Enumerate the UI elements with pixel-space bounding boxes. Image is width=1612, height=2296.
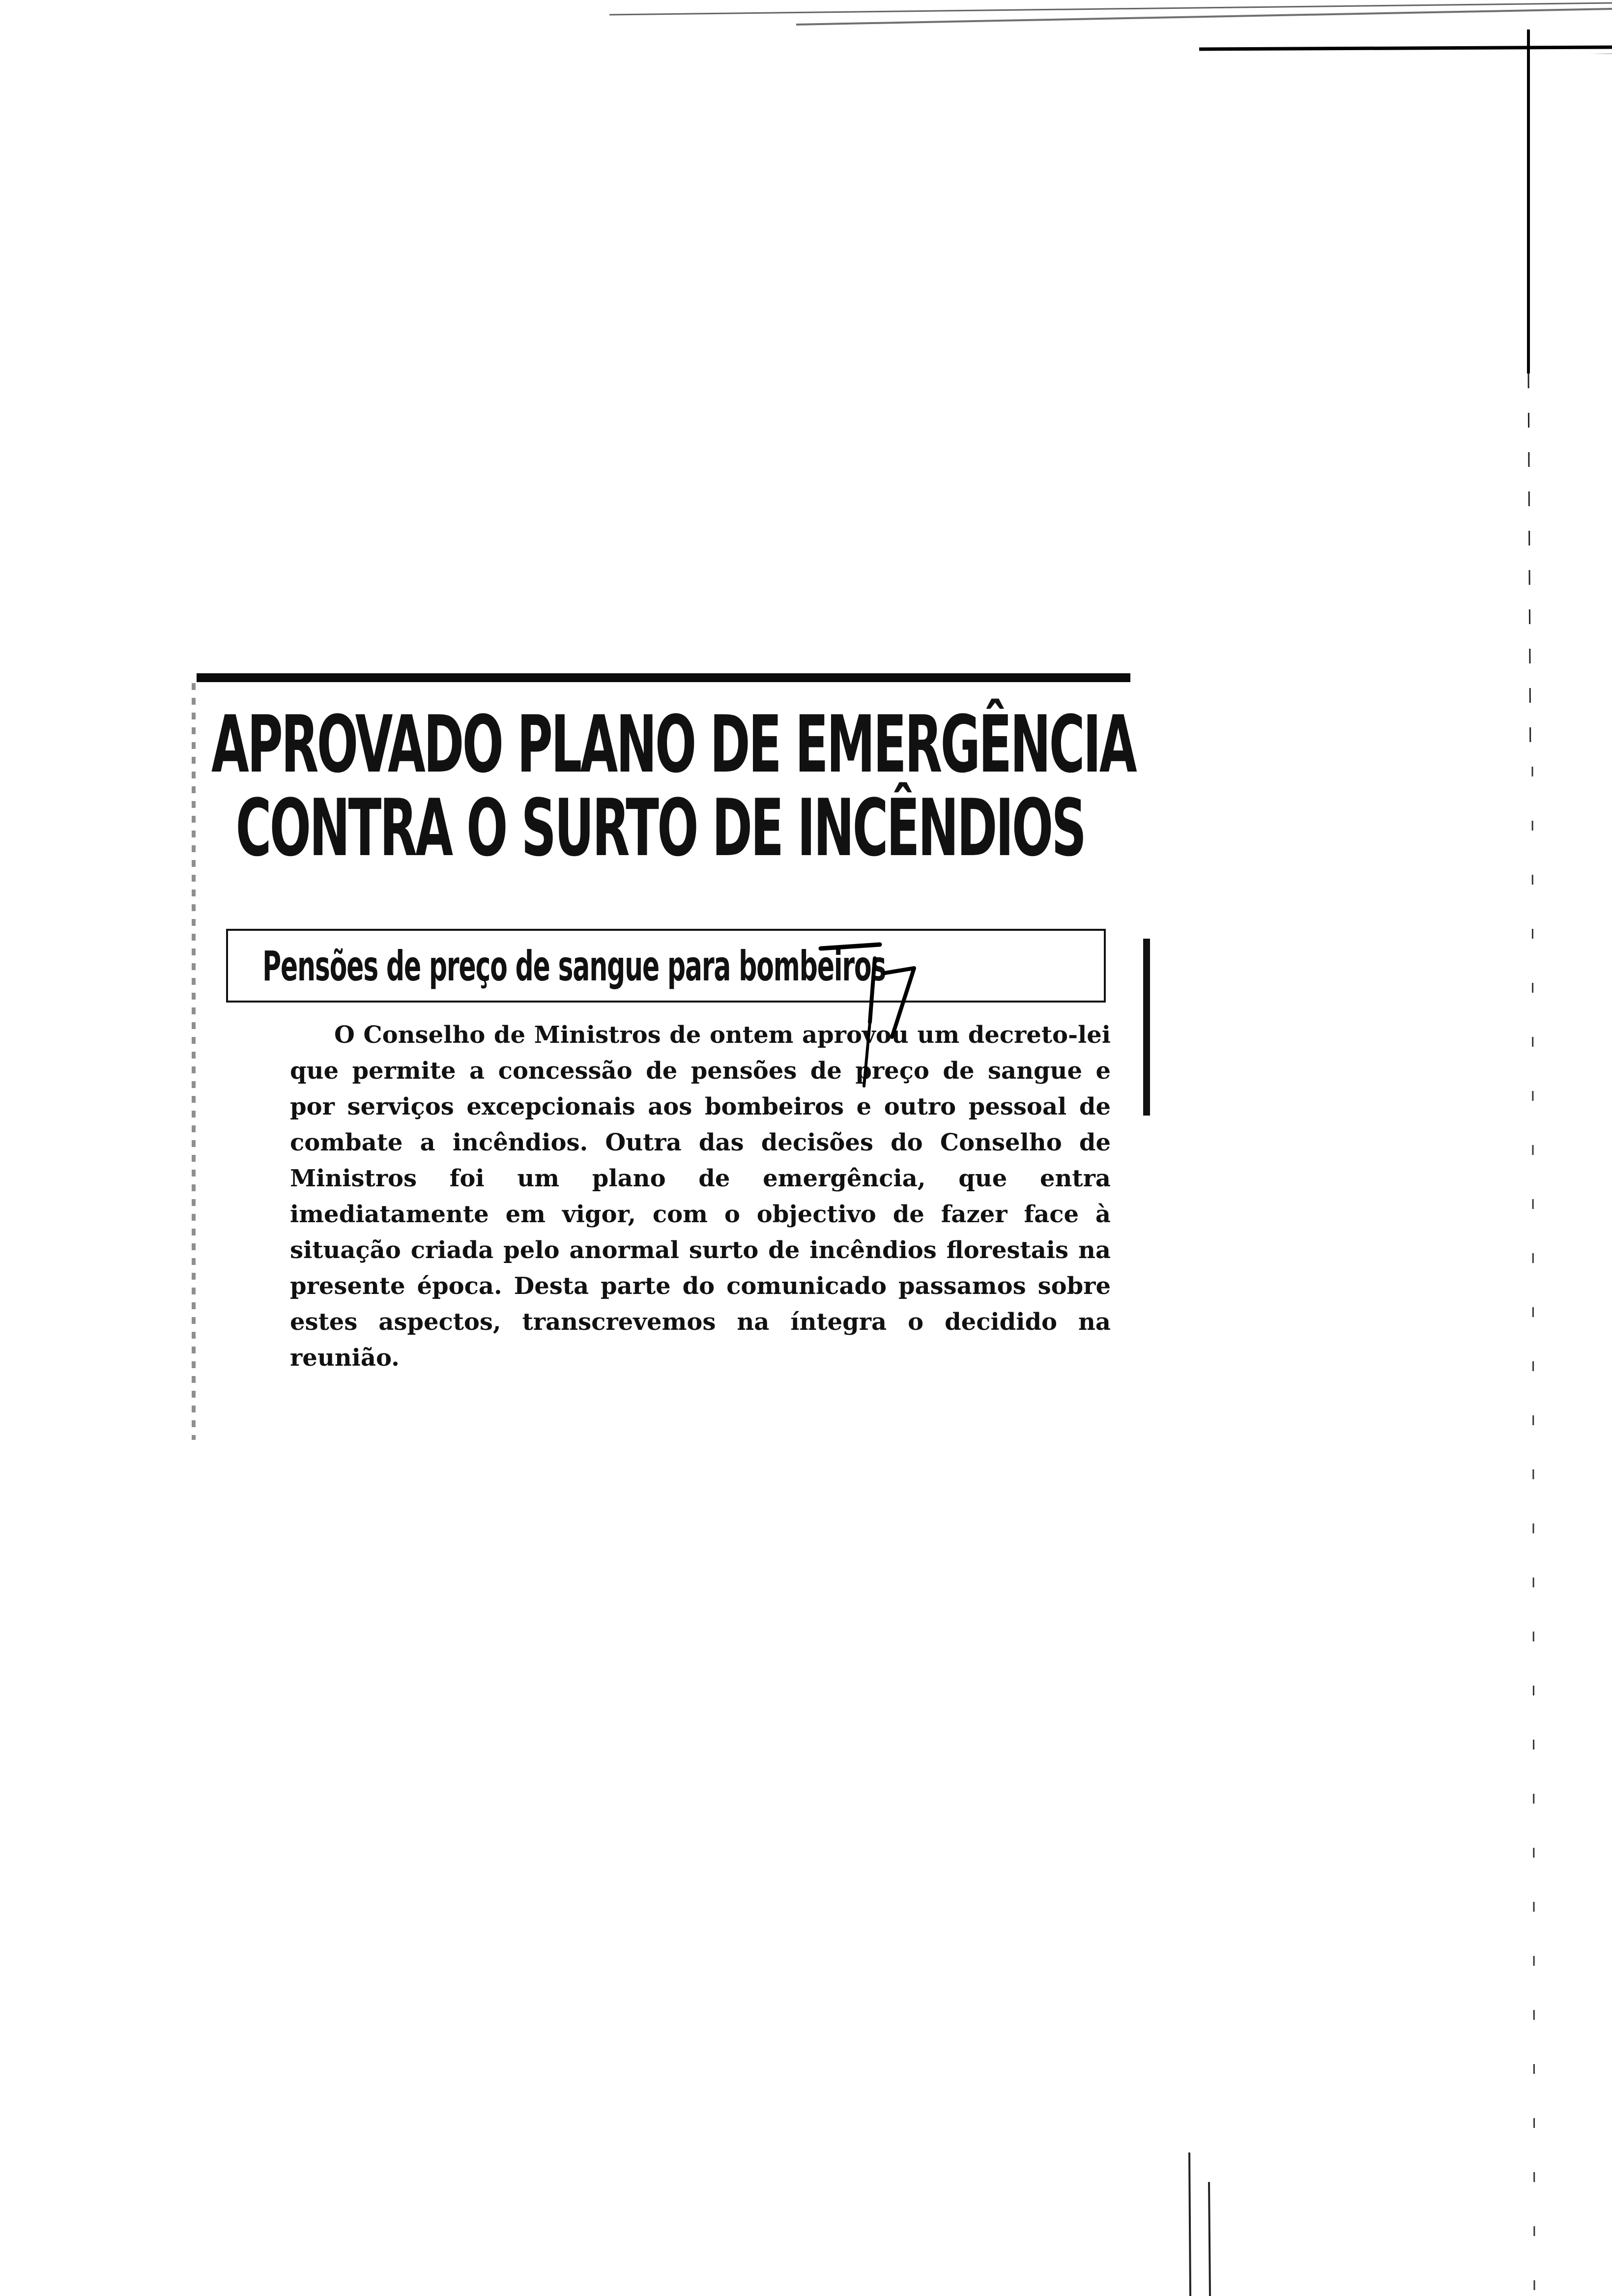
clipping-left-edge <box>192 683 196 1440</box>
subheadline: Pensões de preço de sangue para bombeiros <box>262 942 886 990</box>
headline-line-1: APROVADO PLANO DE EMERGÊNCIA <box>211 698 1135 790</box>
subheadline-box <box>226 929 1106 1003</box>
clipping-top-rule <box>197 673 1130 682</box>
headline-line-2: CONTRA O SURTO DE INCÊNDIOS <box>235 782 1085 874</box>
scan-edge-artifact-right <box>1514 29 1612 2296</box>
scan-edge-artifact-top <box>609 0 1612 54</box>
headline <box>211 698 1135 874</box>
scan-edge-artifact-bottom <box>1180 2152 1238 2296</box>
clipping-right-rule <box>1143 939 1150 1116</box>
newspaper-clipping <box>197 673 1150 1464</box>
article-body: O Conselho de Ministros de ontem aprovou um decreto-lei que permite a concessão de pensões de preço de sangue e por serviços excepcionais aos bombeiros e outro pessoal de combate a incêndios. Outra das decisões do Conselho de Ministros foi um plano de emergência, que entra imediatamente em vigor, com o objectivo de fazer face à situação criada pelo anormal surto de incêndios florestais na presente época. Desta parte do comunicado passamos sobre estes aspectos, transcrevemos na íntegra o decidido na reunião. <box>290 1021 1111 1372</box>
handwritten-annotation <box>801 919 929 1096</box>
